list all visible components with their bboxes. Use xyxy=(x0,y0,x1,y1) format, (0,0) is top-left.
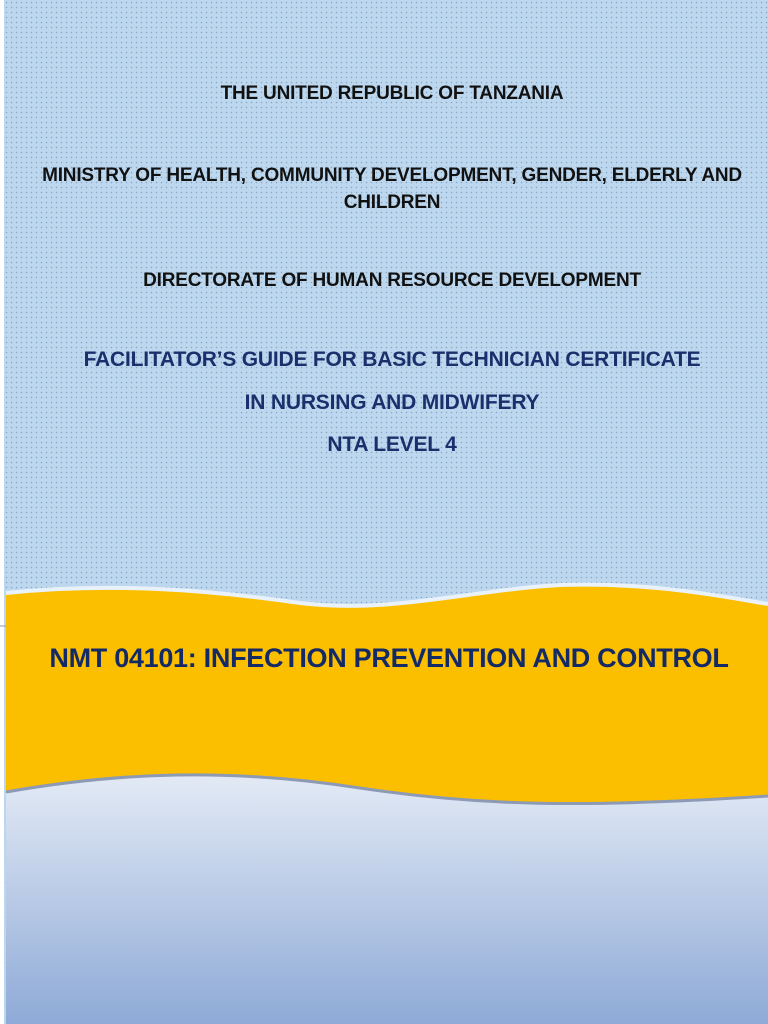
directorate-heading: DIRECTORATE OF HUMAN RESOURCE DEVELOPMENT xyxy=(143,270,641,291)
level-heading: NTA LEVEL 4 xyxy=(327,433,457,456)
country-heading: THE UNITED REPUBLIC OF TANZANIA xyxy=(220,83,564,104)
guide-title-line2: IN NURSING AND MIDWIFERY xyxy=(244,391,540,414)
ministry-heading-line1: MINISTRY OF HEALTH, COMMUNITY DEVELOPMENT, GENDER, ELDERLY AND xyxy=(42,165,742,186)
yellow-wave-banner xyxy=(6,585,768,804)
bottom-gradient-area xyxy=(6,775,768,1024)
guide-title-line1: FACILITATOR’S GUIDE FOR BASIC TECHNICIAN CERTIFICATE xyxy=(83,348,701,371)
module-title: NMT 04101: INFECTION PREVENTION AND CONTROL xyxy=(49,643,729,673)
ministry-heading-line2: CHILDREN xyxy=(343,192,441,213)
